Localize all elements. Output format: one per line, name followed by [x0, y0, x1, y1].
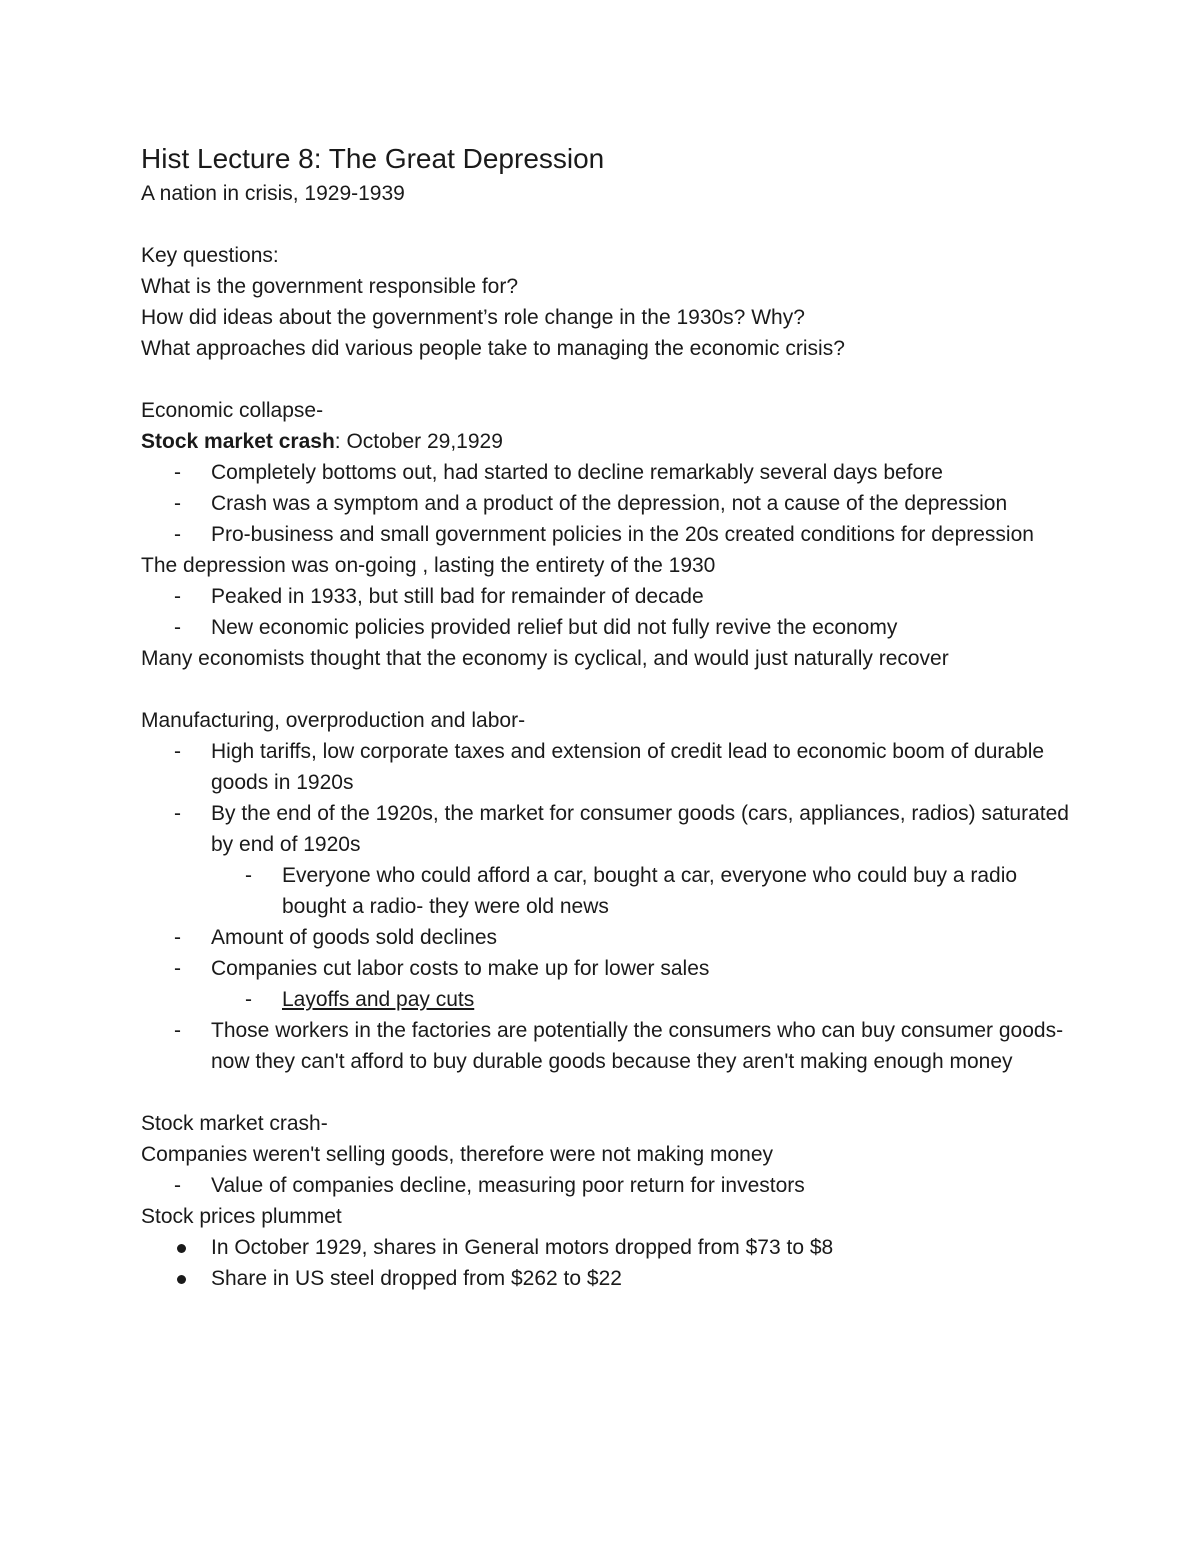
section-heading-economic-collapse: Economic collapse- [141, 399, 324, 422]
dash-marker: - [174, 616, 181, 639]
list-item: - Crash was a symptom and a product of the depression, not a cause of the depression [141, 488, 1071, 519]
spacer [141, 364, 1071, 395]
filled-circle-bullet-icon [177, 1244, 186, 1253]
dash-marker: - [174, 802, 181, 825]
stock-crash-bold-label: Stock market crash [141, 430, 335, 453]
list-item: - Peaked in 1933, but still bad for remainder of decade [141, 581, 1071, 612]
list-item: - New economic policies provided relief but did not fully revive the economy [141, 612, 1071, 643]
dash-marker: - [174, 585, 181, 608]
stock-crash-line [141, 426, 1071, 457]
stock-crash-date: : October 29,1929 [334, 430, 503, 453]
dash-marker: - [174, 523, 181, 546]
dash-marker: - [245, 988, 252, 1011]
manufacturing-bullet-list [141, 736, 1071, 860]
filled-circle-bullet-icon [177, 1275, 186, 1284]
spacer [141, 1077, 1071, 1108]
list-item: - By the end of the 1920s, the market for consumer goods (cars, appliances, radios) saturated by end of 1920s [141, 798, 1071, 860]
list-item: - Companies cut labor costs to make up for lower sales [141, 953, 1071, 984]
document-page [141, 140, 1071, 1294]
key-question-2: How did ideas about the government’s role change in the 1930s? Why? [141, 306, 805, 329]
page-title: Hist Lecture 8: The Great Depression [141, 143, 605, 174]
underlined-text: Layoffs and pay cuts [282, 988, 475, 1011]
section-heading-stock-market-crash: Stock market crash- [141, 1112, 328, 1135]
economists-line: Many economists thought that the economy is cyclical, and would just naturally recover [141, 647, 949, 670]
list-item [141, 984, 1071, 1015]
list-item: - High tariffs, low corporate taxes and extension of credit lead to economic boom of durable goods in 1920s [141, 736, 1071, 798]
stock-line-1: Companies weren't selling goods, therefore were not making money [141, 1143, 774, 1166]
collapse-bullet-list [141, 457, 1071, 550]
dash-marker: - [174, 740, 181, 763]
ongoing-bullet-list [141, 581, 1071, 643]
dash-marker: - [174, 1174, 181, 1197]
manufacturing-bullet-list [141, 922, 1071, 984]
spacer [141, 209, 1071, 240]
list-item: - Completely bottoms out, had started to decline remarkably several days before [141, 457, 1071, 488]
key-question-1: What is the government responsible for? [141, 275, 519, 298]
manufacturing-sub-list [141, 984, 1071, 1015]
dash-marker: - [174, 926, 181, 949]
stock-bullet-list [141, 1170, 1071, 1201]
list-item: - Value of companies decline, measuring poor return for investors [141, 1170, 1071, 1201]
dash-marker: - [174, 461, 181, 484]
list-item: - Everyone who could afford a car, bought a car, everyone who could buy a radio bought a radio- they were old news [141, 860, 1071, 922]
page-subtitle: A nation in crisis, 1929-1939 [141, 182, 405, 205]
manufacturing-bullet-list [141, 1015, 1071, 1077]
ongoing-line: The depression was on-going , lasting the entirety of the 1930 [141, 554, 716, 577]
spacer [141, 674, 1071, 705]
section-heading-manufacturing: Manufacturing, overproduction and labor- [141, 709, 526, 732]
list-item: - Pro-business and small government policies in the 20s created conditions for depression [141, 519, 1071, 550]
dash-marker: - [245, 864, 252, 887]
dash-marker: - [174, 957, 181, 980]
list-item: Share in US steel dropped from $262 to $22 [141, 1263, 1071, 1294]
list-item: - Amount of goods sold declines [141, 922, 1071, 953]
stock-dot-list [141, 1232, 1071, 1294]
stock-line-2: Stock prices plummet [141, 1205, 342, 1228]
manufacturing-sub-list [141, 860, 1071, 922]
dash-marker: - [174, 1019, 181, 1042]
list-item: In October 1929, shares in General motors dropped from $73 to $8 [141, 1232, 1071, 1263]
dash-marker: - [174, 492, 181, 515]
list-item: - Those workers in the factories are potentially the consumers who can buy consumer goods- now they can't afford to buy durable goods because they aren't making enough money [141, 1015, 1071, 1077]
key-question-3: What approaches did various people take to managing the economic crisis? [141, 337, 845, 360]
key-questions-heading: Key questions: [141, 244, 279, 267]
